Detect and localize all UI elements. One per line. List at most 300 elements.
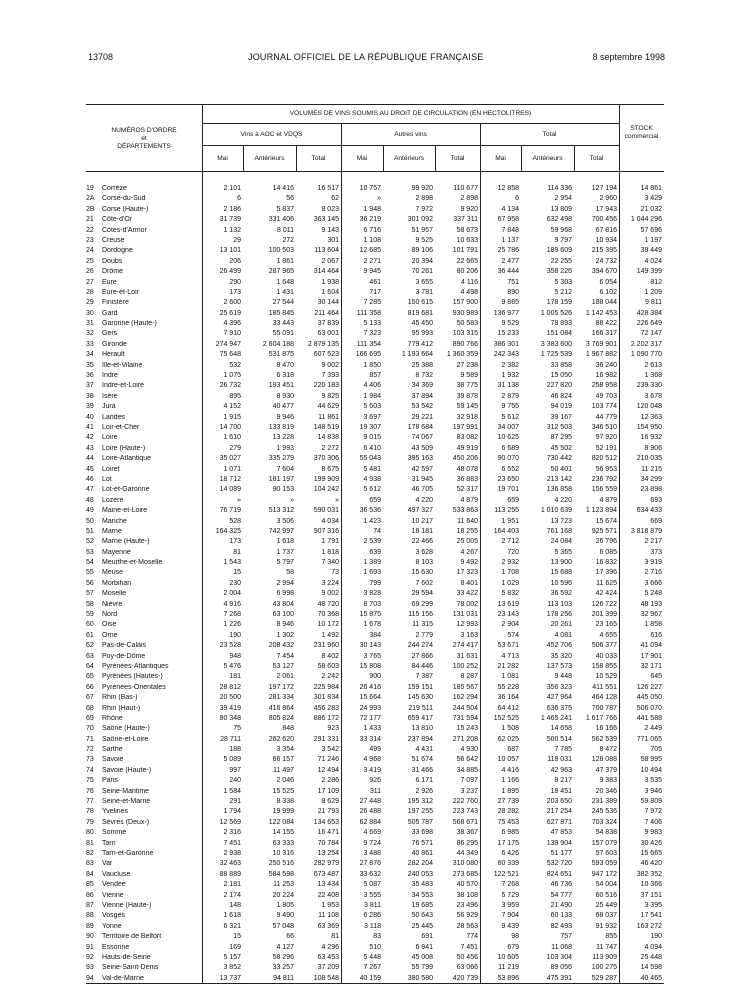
volume-cell: 13 101 xyxy=(219,247,241,255)
volume-cell: 164 325 xyxy=(215,527,241,535)
volume-cell: 855 xyxy=(605,933,617,941)
volume-cell: 1 708 xyxy=(501,569,519,577)
volume-cell: 282 204 xyxy=(407,860,433,868)
volume-cell: 693 xyxy=(650,496,662,504)
department-code: 58 xyxy=(86,600,94,608)
volume-cell: 31 945 xyxy=(411,475,433,483)
volume-cell: 13 737 xyxy=(219,974,241,982)
department-code: 82 xyxy=(86,850,94,857)
volume-cell: 394 670 xyxy=(591,268,617,276)
volume-cell: 68 037 xyxy=(595,912,617,920)
department-name: Gard xyxy=(102,309,118,317)
volume-cell: 25 445 xyxy=(411,922,433,930)
department-code: 34 xyxy=(86,351,94,359)
header-aoc-vdqs: Vins à AOC et VDQS xyxy=(240,131,303,138)
volume-cell: 1 360 359 xyxy=(446,351,478,359)
department-code: 23 xyxy=(86,236,94,244)
department-code: 59 xyxy=(86,611,94,619)
volume-cell: 29 594 xyxy=(411,590,433,598)
volume-cell: 213 142 xyxy=(546,475,572,483)
volume-cell: 197 991 xyxy=(452,423,478,431)
volume-cell: 1 850 xyxy=(363,361,381,369)
volume-cell: 7 848 xyxy=(501,226,519,234)
department-name: Indre-et-Loire xyxy=(102,382,145,390)
volume-cell: 55 043 xyxy=(359,455,381,463)
volume-cell: 28 563 xyxy=(456,922,478,930)
volume-cell: 9 920 xyxy=(460,205,478,213)
volume-cell: 100 252 xyxy=(452,662,478,670)
table-row xyxy=(86,829,664,837)
volume-cell: 13 900 xyxy=(550,559,572,567)
department-code: 32 xyxy=(86,330,94,338)
volume-cell: 16 982 xyxy=(595,372,617,380)
volume-cell: 2 316 xyxy=(223,829,241,837)
department-name: Hauts-de-Seine xyxy=(102,953,151,961)
volume-cell: 730 442 xyxy=(546,455,572,463)
volume-cell: 411 551 xyxy=(592,683,617,691)
volume-cell: 6 085 xyxy=(599,548,617,556)
table-row xyxy=(86,840,664,848)
volume-cell: 948 xyxy=(229,652,241,660)
volume-cell: 244 274 xyxy=(407,642,433,650)
volume-cell: 7 268 xyxy=(223,611,241,619)
volume-cell: 497 327 xyxy=(407,507,433,515)
department-name: Nièvre xyxy=(102,600,123,608)
table-row xyxy=(86,684,664,692)
volume-cell: 616 xyxy=(650,631,662,639)
volume-cell: 14 658 xyxy=(550,725,572,733)
department-code: 92 xyxy=(86,953,94,961)
volume-cell: 5 481 xyxy=(363,465,381,473)
department-name: Nord xyxy=(102,611,118,619)
volume-cell: 669 xyxy=(650,517,662,525)
volume-cell: 3 429 xyxy=(644,195,662,203)
volume-cell: 428 384 xyxy=(636,309,662,317)
volume-cell: 70 368 xyxy=(317,611,339,619)
department-name: Creuse xyxy=(102,236,125,244)
volume-cell: 890 766 xyxy=(452,340,478,348)
volume-cell: 4 094 xyxy=(644,943,662,951)
volume-cell: 7 285 xyxy=(363,299,381,307)
volume-cell: 3 781 xyxy=(415,288,433,296)
volume-cell: 456 283 xyxy=(313,704,339,712)
volume-cell: 6 xyxy=(515,195,519,203)
department-name: Paris xyxy=(102,777,118,785)
department-name: Seine-et-Marne xyxy=(102,798,151,806)
volume-cell: 63 100 xyxy=(272,611,294,619)
volume-cell: 94 811 xyxy=(273,974,294,982)
table-row xyxy=(86,580,664,588)
volume-cell: 5 248 xyxy=(644,590,662,598)
table-row xyxy=(86,798,664,806)
volume-cell: 3 224 xyxy=(321,579,339,587)
volume-cell: 659 xyxy=(369,496,381,504)
volume-cell: 53 896 xyxy=(497,974,519,982)
volume-cell: 273 685 xyxy=(452,870,478,878)
volume-cell: 461 xyxy=(369,278,381,286)
volume-cell: 223 743 xyxy=(452,808,478,816)
volume-cell: 236 792 xyxy=(591,475,617,483)
volume-cell: 152 525 xyxy=(493,714,519,722)
volume-cell: 673 487 xyxy=(313,870,339,878)
volume-cell: 20 394 xyxy=(411,257,433,265)
volume-cell: 10 596 xyxy=(550,579,572,587)
volume-cell: 178 159 xyxy=(546,299,572,307)
volume-cell: 24 993 xyxy=(359,704,381,712)
department-name: Marne xyxy=(102,527,122,535)
volume-cell: 16 517 xyxy=(317,185,339,192)
department-name: Loire-Atlantique xyxy=(102,455,152,463)
volume-cell: 76 571 xyxy=(411,839,433,847)
volume-cell: 8 703 xyxy=(363,600,381,608)
volume-cell: 39 878 xyxy=(456,392,478,400)
volume-cell: 76 719 xyxy=(219,507,241,515)
table-row xyxy=(86,892,664,900)
volume-cell: 63 369 xyxy=(317,922,339,930)
volume-cell: 14 089 xyxy=(219,486,241,494)
volume-cell: 1 389 xyxy=(363,559,381,567)
volume-cell: 189 609 xyxy=(546,247,572,255)
volume-cell: 148 519 xyxy=(313,423,339,431)
volume-cell: 158 855 xyxy=(591,662,617,670)
volume-cell: 513 312 xyxy=(268,507,294,515)
department-code: 41 xyxy=(86,423,94,431)
volume-cell: 584 598 xyxy=(268,870,294,878)
volume-cell: 2 061 xyxy=(276,673,294,681)
volume-cell: 21 282 xyxy=(497,662,519,670)
department-name: Pas-de-Calais xyxy=(102,642,146,650)
volume-cell: 18 451 xyxy=(550,787,572,795)
volume-cell: 173 xyxy=(229,288,241,296)
table-row xyxy=(86,767,664,775)
department-name: Vienne (Haute-) xyxy=(102,901,152,909)
volume-cell: 9 143 xyxy=(321,226,339,234)
department-name: Var xyxy=(102,860,113,868)
department-code: 42 xyxy=(86,434,94,442)
volume-cell: 311 xyxy=(369,787,381,795)
volume-cell: 5 303 xyxy=(554,278,572,286)
volume-cell: 58 673 xyxy=(456,226,478,234)
volume-cell: 7 454 xyxy=(276,652,294,660)
volume-cell: 9 383 xyxy=(599,777,617,785)
volume-cell: 3 506 xyxy=(276,517,294,525)
volume-cell: 3 163 xyxy=(460,631,478,639)
volume-cell: 89 056 xyxy=(550,964,572,972)
volume-cell: 4 938 xyxy=(363,475,381,483)
volume-cell: 3 535 xyxy=(644,777,662,785)
department-code: 88 xyxy=(86,912,94,920)
table-row xyxy=(86,330,664,338)
department-code: 44 xyxy=(86,455,94,463)
volume-cell: 190 xyxy=(229,631,241,639)
volume-cell: 1 858 xyxy=(644,621,662,629)
volume-cell: 358 226 xyxy=(546,268,572,276)
volume-cell: 15 050 xyxy=(550,372,572,380)
volume-cell: 57 048 xyxy=(272,922,294,930)
department-code: 24 xyxy=(86,247,94,255)
table-row xyxy=(86,777,664,785)
volume-cell: 46 824 xyxy=(550,392,572,400)
volume-cell: 190 xyxy=(650,933,662,941)
volume-cell: 9 945 xyxy=(363,268,381,276)
volume-cell: 156 559 xyxy=(591,486,617,494)
volume-cell: 58 296 xyxy=(272,953,294,961)
volume-cell: 2 600 xyxy=(223,299,241,307)
volume-cell: 9 529 xyxy=(501,320,519,328)
volume-cell: 5 603 xyxy=(363,403,381,411)
volume-cell: 136 858 xyxy=(546,486,572,494)
volume-cell: 11 219 xyxy=(498,964,519,972)
volume-cell: 1 543 xyxy=(223,559,241,567)
volume-cell: 382 352 xyxy=(636,870,662,878)
table-row xyxy=(86,341,664,349)
department-name: Côte-d'Or xyxy=(102,216,133,224)
department-name: Drôme xyxy=(102,268,124,276)
volume-cell: 30 143 xyxy=(359,642,381,650)
volume-cell: 363 145 xyxy=(313,216,339,224)
volume-cell: 7 451 xyxy=(223,839,241,847)
volume-cell: 17 323 xyxy=(456,569,478,577)
volume-cell: 8 338 xyxy=(276,798,294,806)
volume-cell: 113 604 xyxy=(314,247,339,255)
volume-cell: 53 542 xyxy=(411,403,433,411)
volume-cell: 7 393 xyxy=(321,372,339,380)
volume-cell: 111 358 xyxy=(356,309,381,317)
volume-cell: 25 005 xyxy=(456,538,478,546)
department-name: Ille-et-Vilaine xyxy=(102,361,143,369)
volume-cell: 11 068 xyxy=(551,943,572,951)
volume-cell: 11 108 xyxy=(318,912,339,920)
volume-cell: 25 619 xyxy=(219,309,241,317)
volume-cell: 22 255 xyxy=(550,257,572,265)
table-row xyxy=(86,902,664,910)
volume-cell: 819 681 xyxy=(407,309,433,317)
volume-cell: 51 957 xyxy=(411,226,433,234)
volume-cell: 11 315 xyxy=(412,621,433,629)
volume-cell: 3 628 xyxy=(415,548,433,556)
volume-cell: 2 932 xyxy=(501,559,519,567)
volume-cell: 40 465 xyxy=(640,974,662,982)
volume-cell: 57 696 xyxy=(640,226,662,234)
department-code: 50 xyxy=(86,517,94,525)
volume-cell: 23 143 xyxy=(497,611,519,619)
volume-cell: 148 xyxy=(229,901,241,909)
volume-cell: 56 953 xyxy=(595,465,617,473)
volume-cell: 16 832 xyxy=(595,559,617,567)
table-row xyxy=(86,881,664,889)
volume-cell: 574 xyxy=(507,631,519,639)
volume-cell: 49 703 xyxy=(595,392,617,400)
volume-cell: 55 228 xyxy=(497,683,519,691)
volume-cell: 7 097 xyxy=(460,777,478,785)
header-total-group: Total xyxy=(542,131,557,138)
volume-cell: 9 885 xyxy=(501,299,519,307)
department-name: Tarn xyxy=(102,839,116,847)
volume-cell: 99 920 xyxy=(411,185,433,192)
department-code: 38 xyxy=(86,392,94,400)
volume-cell: 11 253 xyxy=(273,881,294,889)
volume-cell: 4 916 xyxy=(223,600,241,608)
volume-cell: 59 809 xyxy=(640,798,662,806)
volume-cell: 4 879 xyxy=(599,496,617,504)
volume-cell: 245 536 xyxy=(591,808,617,816)
department-code: 2A xyxy=(86,195,95,203)
volume-cell: 5 837 xyxy=(276,205,294,213)
volume-cell: 10 934 xyxy=(595,236,617,244)
volume-cell: 42 963 xyxy=(550,766,572,774)
volume-cell: 7 904 xyxy=(501,912,519,920)
department-name: Sarthe xyxy=(102,746,123,754)
volume-cell: 8 011 xyxy=(277,226,294,234)
table-row xyxy=(86,632,664,640)
volume-cell: 1 967 882 xyxy=(585,351,617,359)
volume-cell: 774 xyxy=(466,933,478,941)
volume-cell: 50 401 xyxy=(550,465,572,473)
table-row xyxy=(86,258,664,266)
volume-cell: 12 569 xyxy=(219,818,241,826)
table-row xyxy=(86,310,664,318)
volume-cell: 28 812 xyxy=(219,683,241,691)
volume-cell: 178 684 xyxy=(407,423,433,431)
department-name: Mayenne xyxy=(102,548,131,556)
volume-cell: 1 861 xyxy=(276,257,294,265)
table-row xyxy=(86,403,664,411)
volume-cell: 4 655 xyxy=(599,631,617,639)
volume-cell: 26 499 xyxy=(219,268,241,276)
volume-cell: 16 471 xyxy=(317,829,339,837)
volume-cell: 8 732 xyxy=(415,372,433,380)
volume-cell: 4 152 xyxy=(223,403,241,411)
department-name: Essonne xyxy=(102,943,130,951)
volume-cell: 26 796 xyxy=(595,538,617,546)
volume-cell: 120 048 xyxy=(636,403,662,411)
volume-cell: 8 946 xyxy=(276,621,294,629)
volume-cell: 15 xyxy=(233,569,241,577)
department-code: 49 xyxy=(86,507,94,515)
volume-cell: 1 075 xyxy=(223,372,241,380)
volume-cell: 25 448 xyxy=(640,953,662,961)
department-name: Territoire de Belfort xyxy=(102,933,162,941)
volume-cell: 19 307 xyxy=(359,423,381,431)
volume-cell: 27 866 xyxy=(411,652,433,660)
volume-cell: 14 700 xyxy=(219,423,241,431)
volume-cell: 39 419 xyxy=(219,704,241,712)
department-name: Loire xyxy=(102,434,118,442)
volume-cell: 4 296 xyxy=(321,943,339,951)
volume-cell: 22 408 xyxy=(317,891,339,899)
department-code: 68 xyxy=(86,704,94,712)
volume-cell: 279 xyxy=(229,444,241,452)
volume-cell: 1 915 xyxy=(223,413,241,421)
table-row xyxy=(86,538,664,546)
department-name: Saône-et-Loire xyxy=(102,735,149,743)
volume-cell: 997 xyxy=(229,766,241,774)
volume-cell: 23 165 xyxy=(595,621,617,629)
volume-cell: 331 406 xyxy=(268,216,294,224)
department-code: 67 xyxy=(86,694,94,702)
volume-cell: 114 336 xyxy=(547,185,572,192)
volume-cell: 66 157 xyxy=(272,756,294,764)
department-name: Eure-et-Loir xyxy=(102,288,139,296)
volume-cell: 50 643 xyxy=(411,912,433,920)
department-code: 90 xyxy=(86,933,94,941)
volume-cell: 9 002 xyxy=(321,361,339,369)
volume-cell: 11 747 xyxy=(596,943,617,951)
volume-cell: 751 xyxy=(507,278,519,286)
volume-cell: 1 508 xyxy=(501,725,519,733)
volume-cell: 3 488 xyxy=(363,850,381,857)
volume-cell: 10 633 xyxy=(456,236,478,244)
volume-cell: 2 954 xyxy=(554,195,572,203)
volume-cell: 9 724 xyxy=(363,839,381,847)
department-name: Eure xyxy=(102,278,117,286)
volume-cell: 420 739 xyxy=(452,974,478,982)
volume-cell: 3 919 xyxy=(644,559,662,567)
volume-cell: 7 267 xyxy=(363,964,381,972)
volume-cell: 4 416 xyxy=(501,766,519,774)
volume-cell: 217 254 xyxy=(546,808,572,816)
volume-cell: 78 893 xyxy=(550,320,572,328)
volume-cell: 3 818 879 xyxy=(630,527,662,535)
volume-cell: 632 498 xyxy=(546,216,572,224)
table-row xyxy=(86,247,664,255)
subheader-autres-mai: Mai xyxy=(356,155,368,162)
volume-cell: 380 580 xyxy=(407,974,433,982)
department-code: 64 xyxy=(86,662,94,670)
volume-cell: 445 050 xyxy=(636,694,662,702)
volume-cell: 113 909 xyxy=(592,953,617,961)
volume-cell: 1 648 xyxy=(276,278,294,286)
volume-cell: 44 779 xyxy=(595,413,617,421)
volume-cell: 6 171 xyxy=(415,777,433,785)
volume-cell: 4 968 xyxy=(363,756,381,764)
department-name: Maine-et-Loire xyxy=(102,507,148,515)
volume-cell: 7 602 xyxy=(415,579,433,587)
volume-cell: 2 217 xyxy=(644,538,662,546)
volume-cell: 464 128 xyxy=(591,694,617,702)
volume-cell: 4 879 xyxy=(460,496,478,504)
volume-cell: 2 272 xyxy=(321,444,339,452)
header-autres-vins: Autres vins xyxy=(394,131,427,138)
volume-cell: 53 127 xyxy=(272,662,294,670)
volume-cell: 82 493 xyxy=(550,922,572,930)
volume-cell: 700 456 xyxy=(591,216,617,224)
volume-cell: 742 997 xyxy=(268,527,294,535)
volume-cell: 4 406 xyxy=(363,382,381,390)
volume-cell: 8 402 xyxy=(321,652,339,660)
table-row xyxy=(86,944,664,952)
volume-cell: 51 177 xyxy=(550,850,572,857)
department-code: 72 xyxy=(86,746,94,754)
volume-cell: 2 926 xyxy=(415,787,433,795)
volume-cell: 26 732 xyxy=(219,382,241,390)
volume-cell: 15 233 xyxy=(497,330,519,338)
volume-cell: 506 070 xyxy=(636,704,662,712)
volume-cell: 20 500 xyxy=(219,694,241,702)
volume-cell: 3 666 xyxy=(644,579,662,587)
volume-cell: 33 314 xyxy=(359,735,381,743)
volume-cell: 2 004 xyxy=(223,590,241,598)
volume-cell: 67 958 xyxy=(497,216,519,224)
volume-cell: 21 490 xyxy=(550,901,572,909)
volume-cell: 48 078 xyxy=(456,465,478,473)
volume-cell: 531 875 xyxy=(268,351,294,359)
department-code: 46 xyxy=(86,475,94,483)
volume-cell: 886 172 xyxy=(313,714,339,722)
volume-cell: 5 087 xyxy=(363,881,381,889)
table-row xyxy=(86,975,664,983)
volume-cell: 32 918 xyxy=(456,413,478,421)
